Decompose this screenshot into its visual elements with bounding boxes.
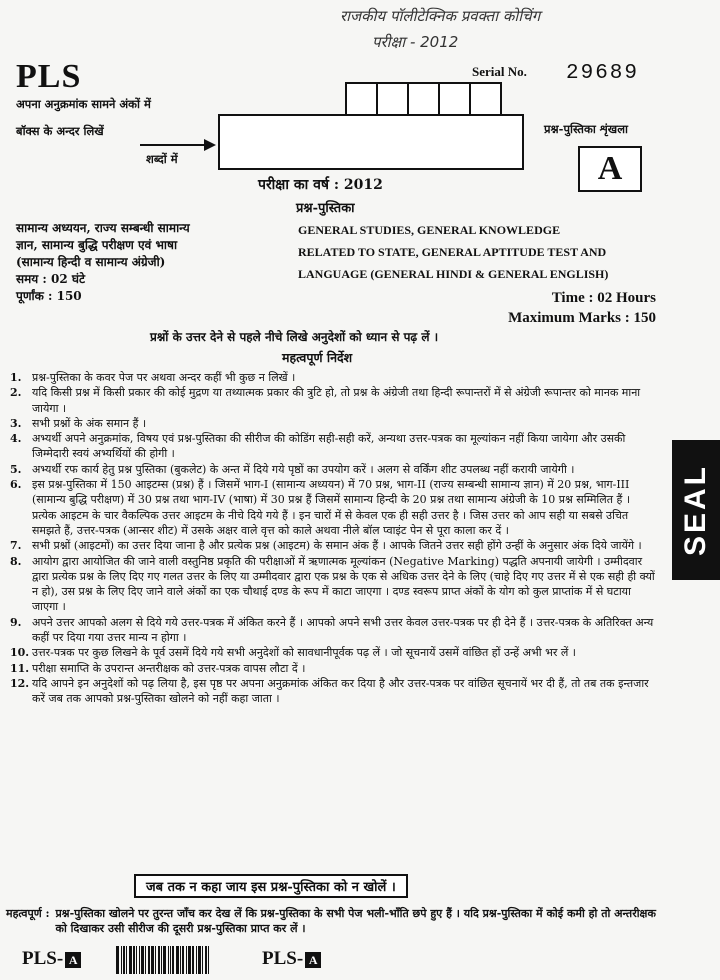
barcode-bar	[176, 946, 179, 974]
instruction-item	[10, 385, 655, 416]
instruction-number: 1.	[10, 371, 22, 384]
booklet-label: प्रश्न-पुस्तिका	[296, 201, 355, 216]
instruction-text: परीक्षा समाप्ति के उपरान्त अन्तरीक्षक को उत्तर-पत्रक वापस लौटा दें ।	[32, 661, 306, 675]
roll-number-digit-boxes[interactable]	[345, 82, 502, 117]
subject-hi-line2: ज्ञान, सामान्य बुद्धि परीक्षण एवं भाषा	[16, 238, 178, 252]
instruction-text: सभी प्रश्नों के अंक समान हैं ।	[32, 416, 147, 430]
instruction-text: यदि आपने इन अनुदेशों को पढ़ लिया है, इस पृष्ठ पर अपना अनुक्रमांक अंकित कर दिया है और उत्तर-पत्रक पर वांछित सूचनायें भर दी हैं, तो तब तक इन्तजार करें जब तक आपको प्रश्न-पुस्तिका खोलने को नहीं कहा जाता ।	[32, 676, 649, 706]
instruction-item	[10, 416, 655, 431]
serial-label: Serial No.	[472, 64, 527, 79]
barcode-bar	[121, 946, 122, 974]
instruction-number: 4.	[10, 432, 22, 446]
roll-digit-box[interactable]	[440, 84, 471, 115]
important-note-text: प्रश्न-पुस्तिका खोलने पर तुरन्त जाँच कर देख लें कि प्रश्न-पुस्तिका के सभी पेज भली-भाँति छपे हुए हैं । यदि प्रश्न-पुस्तिका में कोई कमी हो तो अन्तरीक्षक को दिखाकर उसी सीरीज की दूसरी प्रश्न-पुस्तिका प्राप्त कर लें ।	[55, 907, 656, 935]
barcode-bar	[158, 946, 160, 974]
arrow-line	[140, 144, 206, 146]
instruction-item	[10, 370, 655, 385]
important-heading: महत्वपूर्ण निर्देश	[282, 350, 353, 365]
exam-year: परीक्षा का वर्ष : 2012	[258, 177, 383, 193]
barcode-bar	[155, 946, 156, 974]
barcode-bar	[141, 946, 144, 974]
footer-right-code-text: PLS-	[262, 948, 304, 969]
booklet-code: PLS	[16, 58, 82, 95]
instruction-text: अपने उत्तर आपको अलग से दिये गये उत्तर-पत्रक में अंकित करने हैं । आपको अपने सभी उत्तर केवल उत्तर-पत्रक पर ही देने हैं । उत्तर-पत्रक के अतिरिक्त अन्य कहीं पर दिया गया उत्तर मान्य न होगा ।	[32, 615, 654, 645]
roll-instruction-line2: बॉक्स के अन्दर लिखें	[16, 124, 104, 138]
subject-hi-line3: (सामान्य हिन्दी व सामान्य अंग्रेजी)	[16, 255, 166, 269]
barcode-bar	[205, 946, 207, 974]
seal-tab	[672, 440, 720, 580]
instruction-item	[10, 645, 655, 660]
instruction-text: इस प्रश्न-पुस्तिका में 150 आइटम्स (प्रश्न) हैं । जिसमें भाग-I (सामान्य अध्ययन) में 70 प्रश्न, भाग-II (राज्य सम्बन्धी सामान्य ज्ञान) में 20 प्रश्न, भाग-III (सामान्य बुद्धि परीक्षण) में 30 प्रश्न तथा भाग-IV (भाषा) में 30 प्रश्न हैं जिसमें सामान्य हिन्दी के 20 प्रश्न तथा सामान्य अंग्रेजी के 10 प्रश्न सम्मिलित हैं । प्रत्येक आइटम के चार वैकल्पिक उत्तर आइटम के नीचे दिये गये हैं । इन चारों में से केवल एक ही सही उत्तर है । जिस उत्तर को आप सही या सबसे उचित समझते हैं, उत्तर-पत्रक (आन्सर शीट) में उसके अक्षर वाले वृत्त को काले अथवा नीले बॉल प्वाइंट पेन से पूरा काला कर दें ।	[32, 478, 630, 537]
handwritten-note-line1: राजकीय पॉलीटेक्निक प्रवक्ता कोचिंग	[340, 7, 541, 25]
barcode-bar	[208, 946, 209, 974]
barcode-bar	[148, 946, 150, 974]
instruction-item	[10, 554, 655, 615]
instruction-item	[10, 477, 655, 538]
barcode-bar	[196, 946, 197, 974]
important-note	[6, 906, 656, 936]
footer-left-badge: A	[65, 952, 81, 968]
time-hi: समय : 02 घंटे	[16, 272, 86, 286]
barcode-bar	[192, 946, 194, 974]
barcode-bar	[172, 946, 174, 974]
barcode-bar	[145, 946, 146, 974]
instruction-text: आयोग द्वारा आयोजित की जाने वाली वस्तुनिष्ठ प्रकृति की परीक्षाओं में ऋणात्मक मूल्यांकन (Negative Marking) पद्धति अपनायी जायेगी । उम्मीदवार द्वारा प्रत्येक प्रश्न के लिए दिए गए गलत उत्तर के लिए या उम्मीदवार द्वारा एक प्रश्न के एक से अधिक उत्तर देने के लिए (चाहे दिए गए उत्तर में से एक सही ही क्यों न हो), उस प्रश्न के लिए दिए जाने वाले अंकों का एक चौथाई दण्ड के रूप में काटा जाएगा । दण्ड स्वरूप प्राप्त अंकों के योग को कुल प्राप्तांक में से घटाया जाएगा ।	[32, 554, 655, 614]
seal-text: SEAL	[679, 463, 713, 557]
barcode-bar	[136, 946, 137, 974]
subject-english	[298, 222, 608, 283]
read-instruction: प्रश्नों के उत्तर देने से पहले नीचे लिखे अनुदेशों को ध्यान से पढ़ लें ।	[150, 330, 439, 344]
words-label: शब्दों में	[146, 152, 178, 166]
arrow-right-icon	[204, 139, 216, 151]
footer-right-code	[262, 948, 321, 970]
instruction-number: 9.	[10, 615, 22, 629]
serial-number: 29689	[566, 62, 640, 85]
instruction-item	[10, 462, 655, 477]
instruction-item	[10, 676, 655, 707]
subject-hindi	[16, 220, 190, 305]
barcode-bar	[129, 946, 132, 974]
footer-left-code-text: PLS-	[22, 948, 64, 969]
boxed-notice-text: जब तक न कहा जाय इस प्रश्न-पुस्तिका को न खोलें ।	[146, 880, 396, 895]
barcode-bar	[198, 946, 201, 974]
instruction-item	[10, 661, 655, 676]
roll-digit-box[interactable]	[471, 84, 500, 115]
instruction-number: 8.	[10, 554, 22, 568]
series-value: A	[597, 150, 623, 187]
instruction-text: अभ्यर्थी रफ कार्य हेतु प्रश्न पुस्तिका (बुकलेट) के अन्त में दिये गये पृष्ठों का उपयोग करें । अलग से वर्किंग शीट उपलब्ध नहीं करायी जायेगी ।	[32, 462, 575, 476]
roll-instruction-line1: अपना अनुक्रमांक सामने अंकों में	[16, 97, 151, 111]
instruction-item	[10, 615, 655, 646]
subject-en-line2: RELATED TO STATE, GENERAL APTITUDE TEST AND	[298, 245, 607, 259]
instruction-list	[10, 370, 655, 707]
instruction-text: यदि किसी प्रश्न में किसी प्रकार की कोई मुद्रण या तथ्यात्मक प्रकार की त्रुटि हो, तो प्रश्न के अंग्रेजी तथा हिन्दी रूपान्तरों में से अंग्रेजी रूपान्तर को मानक माना जायेगा ।	[32, 386, 641, 415]
barcode-bar	[123, 946, 125, 974]
instruction-number: 6.	[10, 478, 22, 492]
instruction-item	[10, 538, 655, 553]
barcode-bar	[168, 946, 169, 974]
boxed-notice	[134, 874, 408, 898]
barcode-bar	[170, 946, 171, 974]
important-note-label: महत्वपूर्ण :	[6, 907, 50, 920]
barcode-bar	[161, 946, 162, 974]
roll-digit-box[interactable]	[347, 84, 378, 115]
roll-number-words-box[interactable]	[218, 114, 524, 170]
barcode-bar	[163, 946, 166, 974]
barcode-bar	[116, 946, 119, 974]
instruction-number: 7.	[10, 539, 22, 553]
barcode-bar	[126, 946, 127, 974]
series-label: प्रश्न-पुस्तिका शृंखला	[544, 122, 628, 136]
instruction-number: 10.	[10, 646, 30, 660]
roll-digit-box[interactable]	[378, 84, 409, 115]
barcode-bar	[151, 946, 154, 974]
barcode-bar	[180, 946, 181, 974]
barcode-bar	[186, 946, 187, 974]
footer-right-badge: A	[305, 952, 321, 968]
instruction-number: 5.	[10, 462, 22, 476]
barcode-bar	[139, 946, 140, 974]
handwritten-note-line2: परीक्षा - 2012	[372, 33, 459, 51]
instruction-number: 2.	[10, 386, 22, 400]
barcode-bar	[188, 946, 191, 974]
instruction-number: 3.	[10, 416, 22, 430]
subject-en-line1: GENERAL STUDIES, GENERAL KNOWLEDGE	[298, 223, 561, 237]
roll-digit-box[interactable]	[409, 84, 440, 115]
instruction-text: प्रश्न-पुस्तिका के कवर पेज पर अथवा अन्दर कहीं भी कुछ न लिखें ।	[32, 371, 296, 384]
barcode-bar	[133, 946, 135, 974]
instruction-text: उत्तर-पत्रक पर कुछ लिखने के पूर्व उसमें दिये गये सभी अनुदेशों को सावधानीपूर्वक पढ़ लें । जो सूचनायें उसमें वांछित हों उन्हें अभी भर लें ।	[32, 646, 576, 660]
barcode-bar	[202, 946, 203, 974]
instruction-item	[10, 431, 655, 462]
barcode	[116, 946, 210, 974]
series-box	[578, 146, 642, 192]
time-en: Time : 02 Hours	[551, 290, 656, 306]
instruction-number: 11.	[10, 661, 30, 675]
marks-en: Maximum Marks : 150	[508, 310, 656, 326]
subject-en-line3: LANGUAGE (GENERAL HINDI & GENERAL ENGLISH)	[298, 267, 609, 281]
subject-hi-line1: सामान्य अध्ययन, राज्य सम्बन्धी सामान्य	[16, 221, 190, 235]
footer-left-code	[22, 948, 81, 970]
instruction-number: 12.	[10, 676, 30, 690]
marks-hi: पूर्णांक : 150	[16, 289, 82, 303]
instruction-text: अभ्यर्थी अपने अनुक्रमांक, विषय एवं प्रश्न-पुस्तिका की सीरीज की कोडिंग सही-सही करें, अन्यथा उत्तर-पत्रक का मूल्यांकन नहीं किया जायेगा और उसकी जिम्मेदारी स्वयं अभ्यर्थियों की होगी ।	[32, 432, 626, 461]
barcode-bar	[182, 946, 184, 974]
instruction-text: सभी प्रश्नों (आइटमों) का उत्तर दिया जाना है और प्रत्येक प्रश्न (आइटम) के समान अंक हैं । आपके जितने उत्तर सही होंगे उन्हीं के अनुसार अंक दिये जायेंगे ।	[32, 539, 642, 553]
